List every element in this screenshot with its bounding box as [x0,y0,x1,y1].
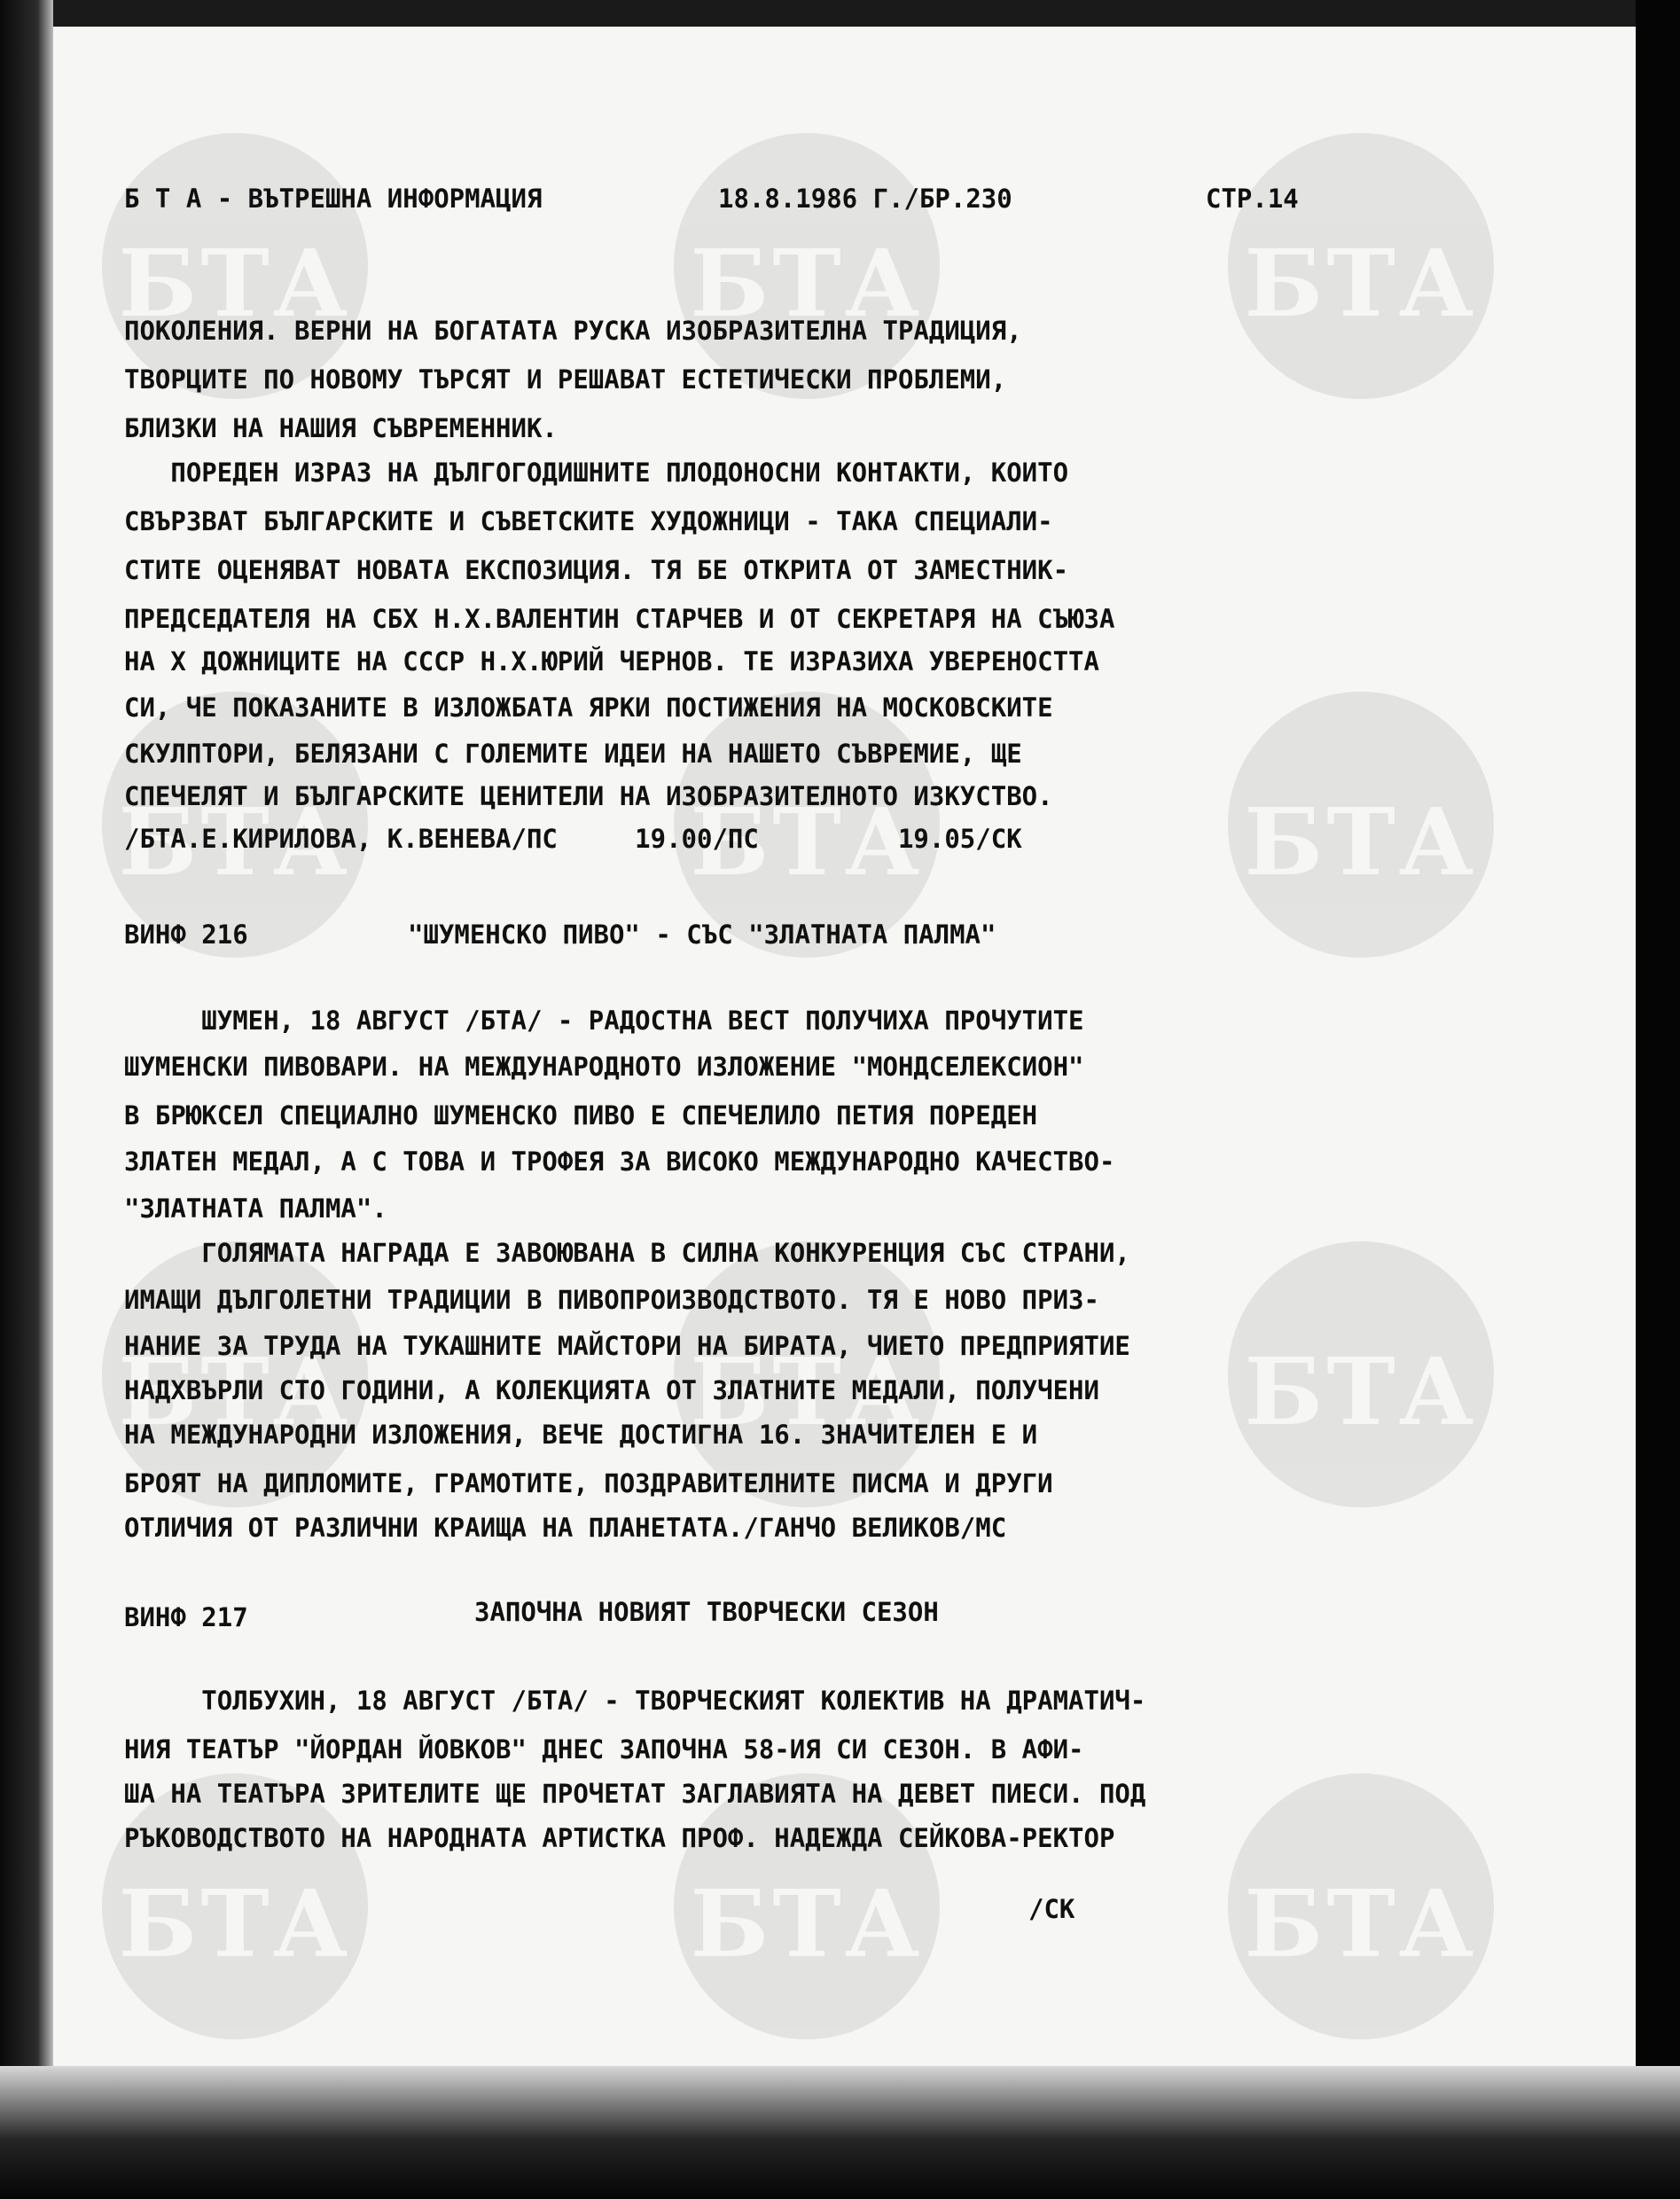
story1-line: СКУЛПТОРИ, БЕЛЯЗАНИ С ГОЛЕМИТЕ ИДЕИ НА НАШЕТО СЪВРЕМИЕ, ЩЕ [124,739,1022,769]
story1-line: ПОКОЛЕНИЯ. ВЕРНИ НА БОГАТАТА РУСКА ИЗОБРАЗИТЕЛНА ТРАДИЦИЯ, [124,316,1022,346]
bta-watermark: БТА [102,1241,368,1507]
scan-border-right [1636,0,1680,2199]
story1-line: СВЪРЗВАТ БЪЛГАРСКИТЕ И СЪВЕТСКИТЕ ХУДОЖНИЦИ - ТАКА СПЕЦИАЛИ- [124,506,1053,536]
bta-watermark: БТА [1228,1773,1494,2039]
story2-line: БРОЯТ НА ДИПЛОМИТЕ, ГРАМОТИТЕ, ПОЗДРАВИТЕЛНИТЕ ПИСМА И ДРУГИ [124,1468,1053,1499]
story2-line: ШУМЕНСКИ ПИВОВАРИ. НА МЕЖДУНАРОДНОТО ИЗЛОЖЕНИЕ "МОНДСЕЛЕКСИОН" [124,1052,1084,1082]
bta-watermark: БТА [674,692,940,958]
story2-line: НАНИЕ ЗА ТРУДА НА ТУКАШНИТЕ МАЙСТОРИ НА БИРАТА, ЧИЕТО ПРЕДПРИЯТИЕ [124,1331,1130,1361]
story3-line: НИЯ ТЕАТЪР "ЙОРДАН ЙОВКОВ" ДНЕС ЗАПОЧНА 58-ИЯ СИ СЕЗОН. В АФИ- [124,1734,1084,1765]
story3-code: ВИНФ 217 [124,1602,248,1632]
story1-line: ПОРЕДЕН ИЗРАЗ НА ДЪЛГОГОДИШНИТЕ ПЛОДОНОСНИ КОНТАКТИ, КОИТО [124,458,1069,488]
scan-border-bottom [0,2066,1680,2199]
story2-code: ВИНФ 216 [124,920,248,950]
story2-line: ГОЛЯМАТА НАГРАДА Е ЗАВОЮВАНА В СИЛНА КОНКУРЕНЦИЯ СЪС СТРАНИ, [124,1238,1130,1268]
bta-watermark: БТА [1228,1241,1494,1507]
story1-signoff: /БТА.Е.КИРИЛОВА, К.ВЕНЕВА/ПС 19.00/ПС 19.05/СК [124,824,1022,854]
header-agency: Б Т А - ВЪТРЕШНА ИНФОРМАЦИЯ [124,184,543,214]
bta-watermark: БТА [674,1773,940,2039]
story3-footer: /СК [1028,1894,1075,1924]
story3-line: ТОЛБУХИН, 18 АВГУСТ /БТА/ - ТВОРЧЕСКИЯТ КОЛЕКТИВ НА ДРАМАТИЧ- [124,1686,1146,1716]
story2-title: "ШУМЕНСКО ПИВО" - СЪС "ЗЛАТНАТА ПАЛМА" [408,920,996,950]
story1-line: СТИТЕ ОЦЕНЯВАТ НОВАТА ЕКСПОЗИЦИЯ. ТЯ БЕ ОТКРИТА ОТ ЗАМЕСТНИК- [124,555,1069,585]
scan-border-left [0,0,53,2199]
story1-line: НА Х ДОЖНИЦИТЕ НА СССР Н.Х.ЮРИЙ ЧЕРНОВ. ТЕ ИЗРАЗИХА УВЕРЕНОСТТА [124,646,1099,677]
bta-watermark: БТА [674,1241,940,1507]
story2-line: ОТЛИЧИЯ ОТ РАЗЛИЧНИ КРАИЩА НА ПЛАНЕТАТА./ГАНЧО ВЕЛИКОВ/МС [124,1513,1007,1543]
bta-watermark: БТА [102,692,368,958]
header-page-number: СТР.14 [1206,184,1299,214]
story1-line: СИ, ЧЕ ПОКАЗАНИТЕ В ИЗЛОЖБАТА ЯРКИ ПОСТИЖЕНИЯ НА МОСКОВСКИТЕ [124,693,1053,723]
story2-line: НА МЕЖДУНАРОДНИ ИЗЛОЖЕНИЯ, ВЕЧЕ ДОСТИГНА 16. ЗНАЧИТЕЛЕН Е И [124,1420,1038,1450]
story1-line: ТВОРЦИТЕ ПО НОВОМУ ТЪРСЯТ И РЕШАВАТ ЕСТЕТИЧЕСКИ ПРОБЛЕМИ, [124,364,1007,395]
bta-watermark: БТА [1228,692,1494,958]
story2-line: "ЗЛАТНАТА ПАЛМА". [124,1193,387,1224]
story1-line: БЛИЗКИ НА НАШИЯ СЪВРЕМЕННИК. [124,413,558,443]
bta-watermark: БТА [102,1773,368,2039]
bta-watermark: БТА [1228,133,1494,399]
story3-title: ЗАПОЧНА НОВИЯТ ТВОРЧЕСКИ СЕЗОН [474,1597,939,1627]
story1-line: СПЕЧЕЛЯТ И БЪЛГАРСКИТЕ ЦЕНИТЕЛИ НА ИЗОБРАЗИТЕЛНОТО ИЗКУСТВО. [124,781,1053,811]
story2-line: ИМАЩИ ДЪЛГОЛЕТНИ ТРАДИЦИИ В ПИВОПРОИЗВОДСТВОТО. ТЯ Е НОВО ПРИЗ- [124,1285,1099,1315]
story2-line: В БРЮКСЕЛ СПЕЦИАЛНО ШУМЕНСКО ПИВО Е СПЕЧЕЛИЛО ПЕТИЯ ПОРЕДЕН [124,1100,1038,1131]
bta-watermark: БТА [102,133,368,399]
story2-line: ШУМЕН, 18 АВГУСТ /БТА/ - РАДОСТНА ВЕСТ ПОЛУЧИХА ПРОЧУТИТЕ [124,1006,1084,1036]
story3-line: РЪКОВОДСТВОТО НА НАРОДНАТА АРТИСТКА ПРОФ. НАДЕЖДА СЕЙКОВА-РЕКТОР [124,1823,1115,1853]
story1-line: ПРЕДСЕДАТЕЛЯ НА СБХ Н.Х.ВАЛЕНТИН СТАРЧЕВ И ОТ СЕКРЕТАРЯ НА СЪЮЗА [124,604,1115,634]
header-date-issue: 18.8.1986 Г./БР.230 [718,184,1012,214]
bta-watermark: БТА [674,133,940,399]
story3-line: ША НА ТЕАТЪРА ЗРИТЕЛИТЕ ЩЕ ПРОЧЕТАТ ЗАГЛАВИЯТА НА ДЕВЕТ ПИЕСИ. ПОД [124,1779,1146,1809]
story2-line: НАДХВЪРЛИ СТО ГОДИНИ, А КОЛЕКЦИЯТА ОТ ЗЛАТНИТЕ МЕДАЛИ, ПОЛУЧЕНИ [124,1375,1099,1405]
story2-line: ЗЛАТЕН МЕДАЛ, А С ТОВА И ТРОФЕЯ ЗА ВИСОКО МЕЖДУНАРОДНО КАЧЕСТВО- [124,1146,1115,1177]
